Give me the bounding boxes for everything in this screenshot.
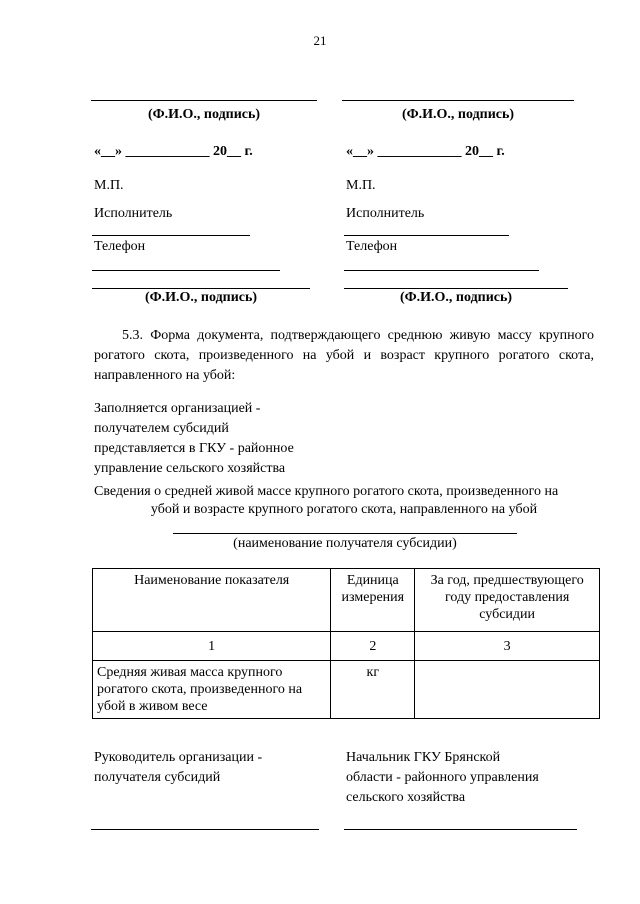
fill-note-line: Заполняется организацией - — [94, 401, 261, 416]
recipient-caption: (наименование получателя субсидии) — [233, 536, 457, 551]
signatory-line: получателя субсидий — [94, 770, 221, 785]
stamp-label: М.П. — [346, 178, 376, 193]
signatory-line: Начальник ГКУ Брянской — [346, 750, 501, 765]
fill-note-line: управление сельского хозяйства — [94, 461, 286, 476]
date-line: «__» ____________ 20__ г. — [346, 144, 505, 159]
signatory-line: области - районного управления — [346, 770, 539, 785]
signatory-line: сельского хозяйства — [346, 790, 466, 805]
fill-note-line: получателем субсидий — [94, 421, 229, 436]
form-heading-line-2: убой и возрасте крупного рогатого скота, направленного на убой — [150, 502, 538, 517]
fill-note-line: представляется в ГКУ - районное — [94, 441, 294, 456]
phone-label: Телефон — [346, 239, 398, 254]
fio-caption: (Ф.И.О., подпись) — [401, 107, 515, 122]
form-heading-line-1: Сведения о средней живой массе крупного рогатого скота, произведенного на — [94, 484, 559, 499]
date-line: «__» ____________ 20__ г. — [94, 144, 253, 159]
phone-line — [344, 270, 539, 271]
column-number: 1 — [93, 632, 331, 661]
fill-note — [94, 399, 354, 479]
table-cell: Средняя живая масса крупного рогатого скота, произведенного на убой в живом весе — [93, 661, 331, 719]
signatory-left — [94, 748, 324, 788]
executor-label: Исполнитель — [94, 206, 173, 221]
signature-line — [91, 100, 317, 101]
phone-label: Телефон — [94, 239, 146, 254]
table-number-row — [93, 632, 600, 661]
signature-line — [91, 829, 319, 830]
signatory-line: Руководитель организации - — [94, 750, 263, 765]
table-header-row — [93, 569, 600, 632]
column-number: 2 — [331, 632, 415, 661]
phone-line — [92, 270, 280, 271]
signature-line — [92, 288, 310, 289]
signature-line — [344, 288, 568, 289]
signature-line — [342, 100, 574, 101]
executor-line — [92, 235, 250, 236]
table-header-cell: Единица измерения — [331, 569, 415, 632]
table-cell: кг — [331, 661, 415, 719]
table-header-cell: Наименование показателя — [93, 569, 331, 632]
fio-caption: (Ф.И.О., подпись) — [147, 107, 261, 122]
section-text: 5.3. Форма документа, подтверждающего среднюю живую массу крупного рогатого скота, произведенного на убой и возраст крупного рогатого скота, направленного на убой: — [94, 328, 594, 383]
section-paragraph — [94, 326, 594, 386]
executor-label: Исполнитель — [346, 206, 425, 221]
recipient-line — [173, 533, 517, 534]
fio-caption: (Ф.И.О., подпись) — [144, 290, 258, 305]
stamp-label: М.П. — [94, 178, 124, 193]
executor-line — [344, 235, 509, 236]
table-cell — [415, 661, 600, 719]
signatory-right — [346, 748, 586, 808]
table-header-cell: За год, предшествующего году предоставления субсидии — [415, 569, 600, 632]
indicator-table — [92, 568, 600, 719]
signature-line — [344, 829, 577, 830]
fio-caption: (Ф.И.О., подпись) — [399, 290, 513, 305]
column-number: 3 — [415, 632, 600, 661]
page-number: 21 — [313, 33, 327, 48]
table-row — [93, 661, 600, 719]
